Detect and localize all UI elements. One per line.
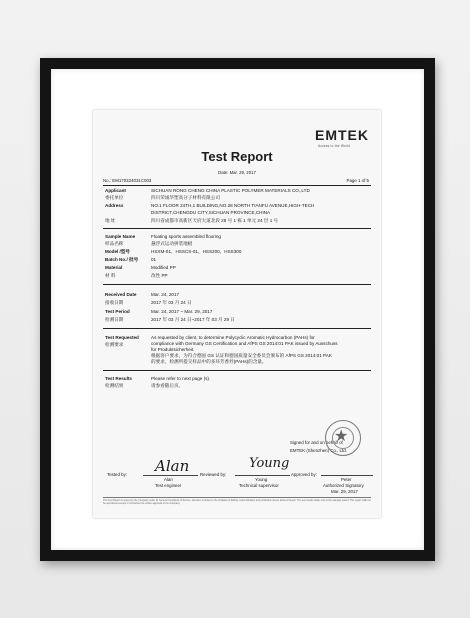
signature-line [143, 475, 198, 476]
field-label: 接收日期 [105, 300, 124, 305]
field-value: 2017 年 03 月 24 日 [151, 300, 192, 305]
test-requested-label: Test Requested [105, 335, 139, 340]
request-line: 的要求，检测所提交样品中的多环芳香烃(PAHs)的含量。 [151, 359, 267, 364]
field-value: SICHUAN RONG CHENG CHINA PLASTIC POLYMER MATERIALS CO.,LTD [151, 188, 310, 193]
field-value: Modified PP [151, 265, 176, 270]
field-label: 材 料 [105, 273, 116, 278]
field-value: Floating sports assembled flooring [151, 234, 221, 239]
test-results-label: Test Results [105, 376, 132, 381]
section-rule [103, 228, 371, 229]
approver-name: Peter [341, 477, 352, 482]
section-rule [103, 328, 371, 329]
company-name: EMTEK (Shenzhen) Co., Ltd. [290, 448, 347, 453]
tester-signature: Alan [155, 457, 190, 475]
field-label: Received Date [105, 292, 137, 297]
report-number: No.: EM170324031C003 [103, 178, 152, 183]
approver-title: Authorized Signatory [323, 483, 364, 488]
certificate-document [93, 110, 381, 518]
logo-tagline: Access to the World [318, 144, 351, 148]
approver-date: Mar. 29, 2017 [331, 489, 358, 494]
reviewed-by-label: Reviewed by: [200, 472, 227, 477]
request-line: compliance with Germany GS Certification and AfPS GS 2014:01 PAK issued by Ausschuss [151, 341, 338, 346]
tester-name: Alan [164, 477, 173, 482]
field-value: Mar. 24, 2017 ~ Mar. 29, 2017 [151, 309, 213, 314]
reviewer-title: Technical supervisor [239, 483, 279, 488]
field-label: 地 址 [105, 218, 116, 223]
field-label: Batch No./ 批号 [105, 257, 139, 262]
signature-line [321, 475, 373, 476]
emtek-logo: EMTEK [315, 127, 369, 143]
field-label: Address [105, 203, 124, 208]
section-rule [103, 284, 371, 285]
reviewer-signature: Young [249, 456, 290, 471]
field-value: 四川省成都市高新区天府大道北段 28 号 1 栋 1 单元 24 层 1 号 [151, 218, 279, 223]
request-line: As requested by client, to determine Polycyclic Aromatic Hydrocarbon (PAHs) for [151, 335, 315, 340]
field-value: 改性 PP [151, 273, 168, 278]
test-requested-label-cn: 检测要求 [105, 342, 124, 347]
official-stamp [325, 420, 361, 456]
field-label: 委托单位 [105, 195, 124, 200]
field-label: Material [105, 265, 123, 270]
report-title: Test Report [201, 149, 273, 164]
reviewer-name: Young [255, 477, 268, 482]
field-value: NO.1 FLOOR 24TH,1 BUILDING,NO.28 NORTH TIANFU AVENUE,HIGH-TECH [151, 203, 315, 208]
field-label: 样品名称 [105, 241, 124, 246]
field-label: Test Period [105, 309, 130, 314]
star-icon: ★ [334, 428, 349, 445]
footer-fineprint: This Test Report is issued by the Company under its General Conditions of Service. Attention is drawn to the limitation of liability, indemnification and jurisdiction issues defined therein. The test results relate only to the samples tested. This report shall not be reproduced except in full without the written approval of the Company. [103, 499, 371, 505]
section-rule [103, 370, 371, 371]
tester-title: Test engineer [155, 483, 182, 488]
request-line: für Produktsicherheit. [151, 347, 195, 352]
field-value: 四川荣诚华塑高分子材料有限公司 [151, 195, 220, 200]
footer-rule [103, 497, 371, 498]
field-value: DISTRICT,CHENGDU CITY,SICHUAN PROVINCE,CHINA [151, 210, 271, 215]
tested-by-label: Tested by: [107, 472, 128, 477]
approved-by-label: Approved by: [291, 472, 317, 477]
field-label: Sample Name [105, 234, 136, 239]
results-line: 请参看随后页。 [151, 383, 184, 388]
test-results-label-cn: 检测结果 [105, 383, 124, 388]
field-value: Mar. 24, 2017 [151, 292, 180, 297]
page-indicator: Page 1 of 5 [346, 178, 369, 183]
request-line: 根据客户要求，为符合德国 GS 认证和德国质量安全委员会颁布的 AfPS GS 2014:01 PAK [151, 353, 332, 358]
field-value: HSXM-01、HSSCS-01、HSS200、HSS300 [151, 249, 242, 254]
signed-for-text: Signed for and on behalf of [290, 440, 343, 445]
field-label: Model /型号 [105, 249, 131, 254]
report-date: Date: Mar. 29, 2017 [218, 170, 256, 175]
field-label: Applicant [105, 188, 126, 193]
signature-line [235, 475, 290, 476]
header-rule [103, 185, 371, 186]
field-value: 01 [151, 257, 157, 262]
field-value: 悬浮式运动拼装地板 [151, 241, 193, 246]
results-line: Please refer to next page (s). [151, 376, 211, 381]
field-value: 2017 年 03 月 24 日~2017 年 03 月 29 日 [151, 317, 235, 322]
field-label: 检测日期 [105, 317, 124, 322]
